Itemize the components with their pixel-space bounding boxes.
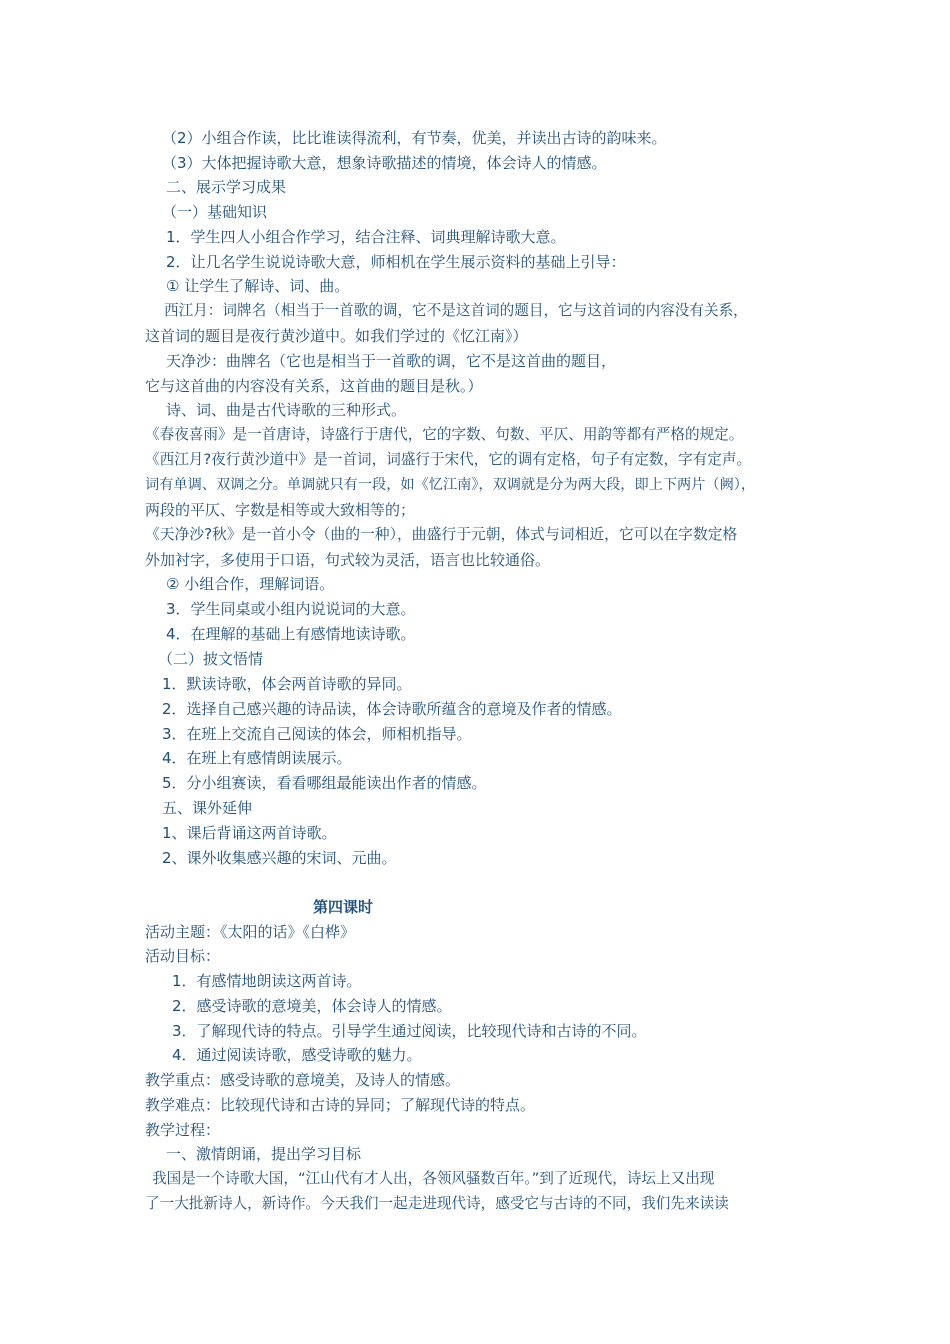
text-line: 我国是一个诗歌大国，“江山代有才人出，各领风骚数百年。”到了近现代，诗坛上又出现 xyxy=(152,1170,715,1187)
lesson-title: 第四课时 xyxy=(313,898,374,916)
text-line: 教学过程： xyxy=(145,1121,221,1139)
text-line: 1、课后背诵这两首诗歌。 xyxy=(162,824,337,842)
text-line: 词有单调、双调之分。单调就只有一段，如《忆江南》，双调就是分为两大段，即上下两片（阙）， xyxy=(145,477,756,493)
text-line: 这首词的题目是夜行黄沙道中。如我们学过的《忆江南》） xyxy=(145,327,528,345)
text-line: 3．了解现代诗的特点。引导学生通过阅读，比较现代诗和古诗的不同。 xyxy=(172,1022,647,1040)
text-line: ① 让学生了解诗、词、曲。 xyxy=(166,277,350,295)
text-line: 诗、词、曲是古代诗歌的三种形式。 xyxy=(166,401,407,419)
text-line: 西江月：词牌名（相当于一首歌的调，它不是这首词的题目，它与这首词的内容没有关系， xyxy=(164,302,748,319)
text-line: 4．在理解的基础上有感情地读诗歌。 xyxy=(166,625,416,643)
text-line: 2．感受诗歌的意境美，体会诗人的情感。 xyxy=(172,997,452,1015)
text-line: 活动主题：《太阳的话》《白桦》 xyxy=(145,923,356,941)
subsection-heading: （二）披文悟情 xyxy=(158,650,264,668)
section-heading: 一、激情朗诵，提出学习目标 xyxy=(166,1145,362,1163)
text-line: 3．学生同桌或小组内说说词的大意。 xyxy=(166,600,416,618)
text-line: 3．在班上交流自己阅读的体会，师相机指导。 xyxy=(162,725,472,743)
text-line: 它与这首曲的内容没有关系，这首曲的题目是秋。） xyxy=(145,377,483,395)
text-line: 活动目标： xyxy=(145,947,221,965)
text-line: 两段的平仄、字数是相等或大致相等的； xyxy=(145,501,416,519)
text-line: 了一大批新诗人，新诗作。今天我们一起走进现代诗，感受它与古诗的不同，我们先来读读 xyxy=(145,1195,729,1212)
section-heading: 二、展示学习成果 xyxy=(166,178,287,196)
text-line: 外加衬字，多使用于口语，句式较为灵活，语言也比较通俗。 xyxy=(145,551,551,569)
subsection-heading: （一）基础知识 xyxy=(162,203,268,221)
text-line: 2．让几名学生说说诗歌大意，师相机在学生展示资料的基础上引导： xyxy=(166,253,626,271)
section-heading: 五、课外延伸 xyxy=(162,799,253,817)
text-line: 2．选择自己感兴趣的诗品读，体会诗歌所蕴含的意境及作者的情感。 xyxy=(162,700,622,718)
text-line: 1．学生四人小组合作学习，结合注释、词典理解诗歌大意。 xyxy=(166,228,566,246)
text-line: 《西江月?夜行黄沙道中》是一首词，词盛行于宋代，它的调有定格，句子有定数，字有定声。 xyxy=(145,451,752,468)
text-line: （3）大体把握诗歌大意，想象诗歌描述的情境，体会诗人的情感。 xyxy=(162,154,607,172)
text-line: ② 小组合作，理解词语。 xyxy=(166,575,335,593)
text-line: 1．默读诗歌，体会两首诗歌的异同。 xyxy=(162,675,412,693)
text-line: 《天净沙?秋》是一首小令（曲的一种），曲盛行于元朝，体式与词相近，它可以在字数定格 xyxy=(145,526,738,543)
text-line: 2、课外收集感兴趣的宋词、元曲。 xyxy=(162,849,397,867)
text-line: 天净沙：曲牌名（它也是相当于一首歌的调，它不是这首曲的题目， xyxy=(166,352,617,370)
text-line: 教学重点：感受诗歌的意境美，及诗人的情感。 xyxy=(145,1071,461,1089)
text-line: 4．在班上有感情朗读展示。 xyxy=(162,749,352,767)
text-line: 教学难点：比较现代诗和古诗的异同；了解现代诗的特点。 xyxy=(145,1096,536,1114)
text-line: 《春夜喜雨》是一首唐诗，诗盛行于唐代，它的字数、句数、平仄、用韵等都有严格的规定。 xyxy=(145,426,744,443)
text-line: 4．通过阅读诗歌，感受诗歌的魅力。 xyxy=(172,1046,422,1064)
text-line: （2）小组合作读，比比谁读得流利，有节奏，优美，并读出古诗的韵味来。 xyxy=(162,129,667,147)
text-line: 5．分小组赛读，看看哪组最能读出作者的情感。 xyxy=(162,774,487,792)
text-line: 1．有感情地朗读这两首诗。 xyxy=(172,972,362,990)
